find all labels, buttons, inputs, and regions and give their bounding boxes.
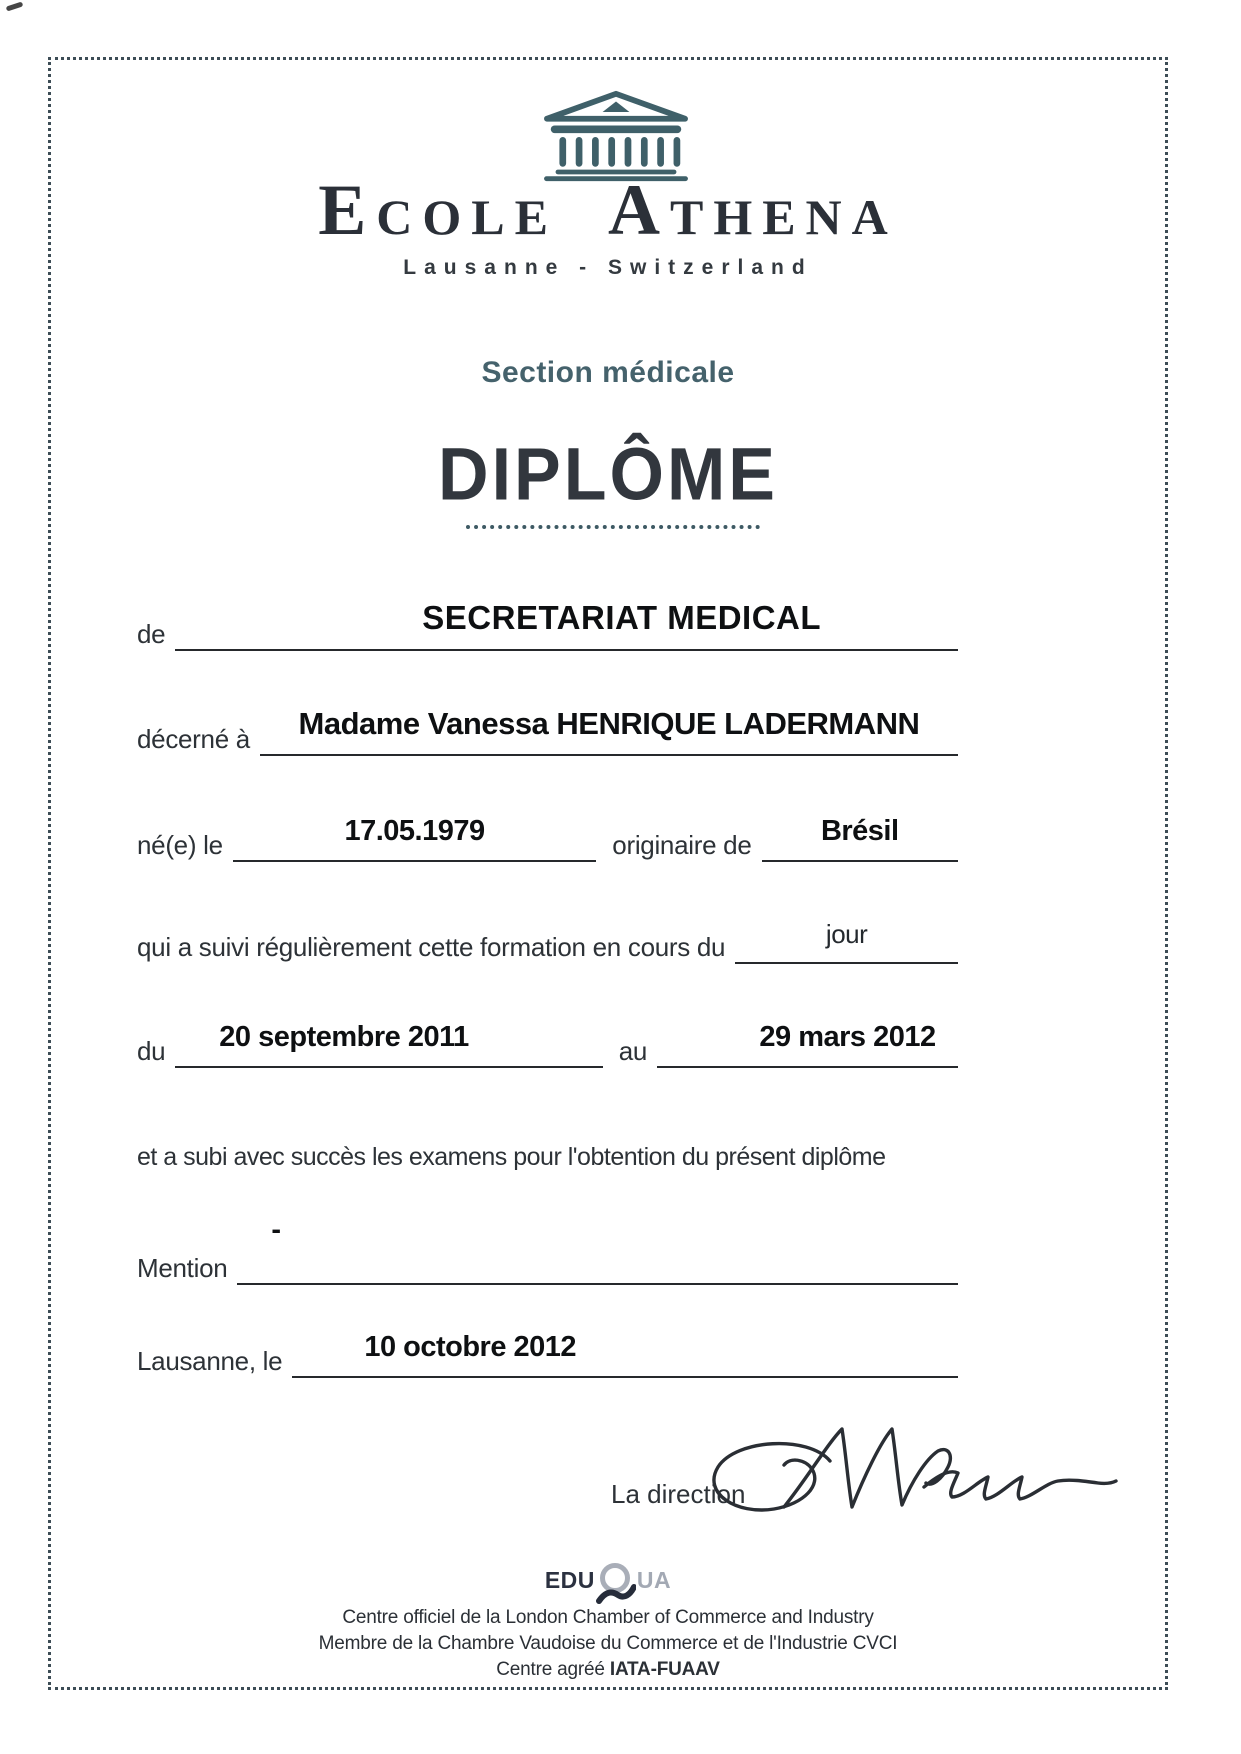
footer-line-3-prefix: Centre agréé [496,1659,610,1680]
footer-line-1: Centre officiel de la London Chamber of Commerce and Industry [342,1607,874,1628]
field-line-mention [237,1214,958,1285]
scan-artifact [6,1,24,11]
field-value-de: SECRETARIAT MEDICAL [422,599,822,636]
field-label-formation: qui a suivi régulièrement cette formation en cours du [137,931,726,962]
field-label-du: du [137,1035,166,1066]
greek-temple-icon [534,89,698,183]
field-label-origine: originaire de [612,829,752,860]
field-line-decerne [260,700,958,756]
eduqua-logo [48,1557,1168,1603]
field-label-naissance: né(e) le [137,829,223,860]
field-line-de [175,595,958,651]
field-row-naissance-origine [137,806,958,862]
handwritten-signature [688,1419,1118,1524]
school-name: Ecole Athena [318,170,898,250]
field-row-de [137,595,958,651]
title-dotted-underline [466,525,760,529]
field-label-decerne: décerné à [137,723,250,754]
field-value-decerne: Madame Vanessa HENRIQUE LADERMANN [298,706,920,741]
field-label-lieu: Lausanne, le [137,1345,283,1376]
eduqua-q-icon [596,1561,636,1607]
field-row-dates [137,1012,958,1068]
diploma-content [48,57,1168,1690]
eduqua-text-light: UA [636,1566,672,1593]
field-label-au: au [618,1035,648,1066]
section-label: Section médicale [481,356,735,389]
field-line-naissance [233,806,597,862]
field-label-de: de [137,618,166,649]
field-row-lieu-date [137,1322,958,1378]
field-value-date: 10 octobre 2012 [364,1331,577,1363]
field-line-au [657,1012,958,1068]
school-location: Lausanne - Switzerland [403,256,813,279]
field-line-du [175,1012,602,1068]
footer-line-2: Membre de la Chambre Vaudoise du Commerce et de l'Industrie CVCI [318,1633,898,1654]
field-value-mention: - [271,1214,281,1246]
field-row-mention [137,1214,958,1285]
field-value-au: 29 mars 2012 [759,1021,936,1053]
footer-line-3 [48,1657,1168,1683]
footer [48,1605,1168,1683]
direction-label: La direction [611,1479,746,1509]
field-line-lieu-date [292,1322,958,1378]
field-row-formation [137,908,958,964]
footer-line-3-bold: IATA-FUAAV [609,1659,720,1680]
eduqua-text-bold: EDU [544,1566,595,1593]
field-value-naissance: 17.05.1979 [344,815,485,847]
field-value-origine: Brésil [820,815,899,847]
exam-sentence: et a subi avec succès les examens pour l'obtention du présent diplôme [137,1143,886,1171]
field-value-formation: jour [825,919,868,949]
field-row-decerne [137,700,958,756]
field-line-origine [762,806,959,862]
field-label-mention: Mention [137,1252,228,1283]
field-line-formation [735,908,958,964]
diploma-title: DIPLÔME [438,432,778,516]
field-value-du: 20 septembre 2011 [219,1021,469,1053]
